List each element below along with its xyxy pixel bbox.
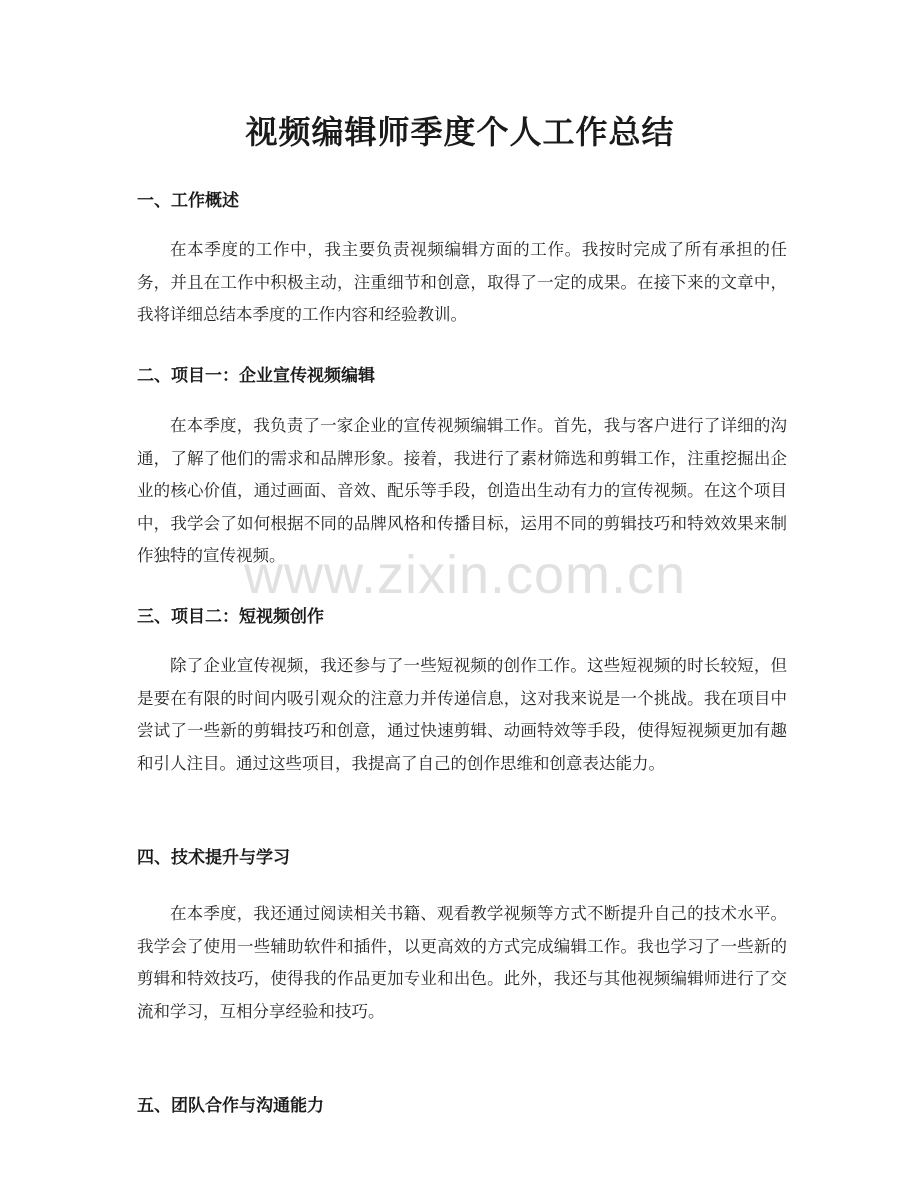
section-paragraph-project-one: 在本季度，我负责了一家企业的宣传视频编辑工作。首先，我与客户进行了详细的沟通，了解了他们的需求和品牌形象。接着，我进行了素材筛选和剪辑工作，注重挖掘出企业的核心价值，通过画面、音效、配乐等手段，创造出生动有力的宣传视频。在这个项目中，我学会了如何根据不同的品牌风格和传播目标，运用不同的剪辑技巧和特效效果来制作独特的宣传视频。 <box>137 416 787 566</box>
section-heading-project-two: 三、项目二：短视频创作 <box>137 607 324 627</box>
section-paragraph-tech-learning: 在本季度，我还通过阅读相关书籍、观看教学视频等方式不断提升自己的技术水平。我学会了使用一些辅助软件和插件，以更高效的方式完成编辑工作。我也学习了一些新的剪辑和特效技巧，使得我的作品更加专业和出色。此外，我还与其他视频编辑师进行了交流和学习，互相分享经验和技巧。 <box>137 904 787 1021</box>
page-title: 视频编辑师季度个人工作总结 <box>245 113 675 151</box>
section-heading-project-one: 二、项目一：企业宣传视频编辑 <box>137 366 375 386</box>
section-paragraph-overview: 在本季度的工作中，我主要负责视频编辑方面的工作。我按时完成了所有承担的任务，并且在工作中积极主动，注重细节和创意，取得了一定的成果。在接下来的文章中，我将详细总结本季度的工作内容和经验教训。 <box>137 240 787 325</box>
section-heading-overview: 一、工作概述 <box>137 191 239 211</box>
section-heading-tech-learning: 四、技术提升与学习 <box>137 848 290 868</box>
section-heading-teamwork: 五、团队合作与沟通能力 <box>137 1096 324 1116</box>
section-paragraph-project-two: 除了企业宣传视频，我还参与了一些短视频的创作工作。这些短视频的时长较短，但是要在有限的时间内吸引观众的注意力并传递信息，这对我来说是一个挑战。我在项目中尝试了一些新的剪辑技巧和创意，通过快速剪辑、动画特效等手段，使得短视频更加有趣和引人注目。通过这些项目，我提高了自己的创作思维和创意表达能力。 <box>137 656 787 773</box>
watermark: www.zixin.com.cn <box>243 545 687 605</box>
